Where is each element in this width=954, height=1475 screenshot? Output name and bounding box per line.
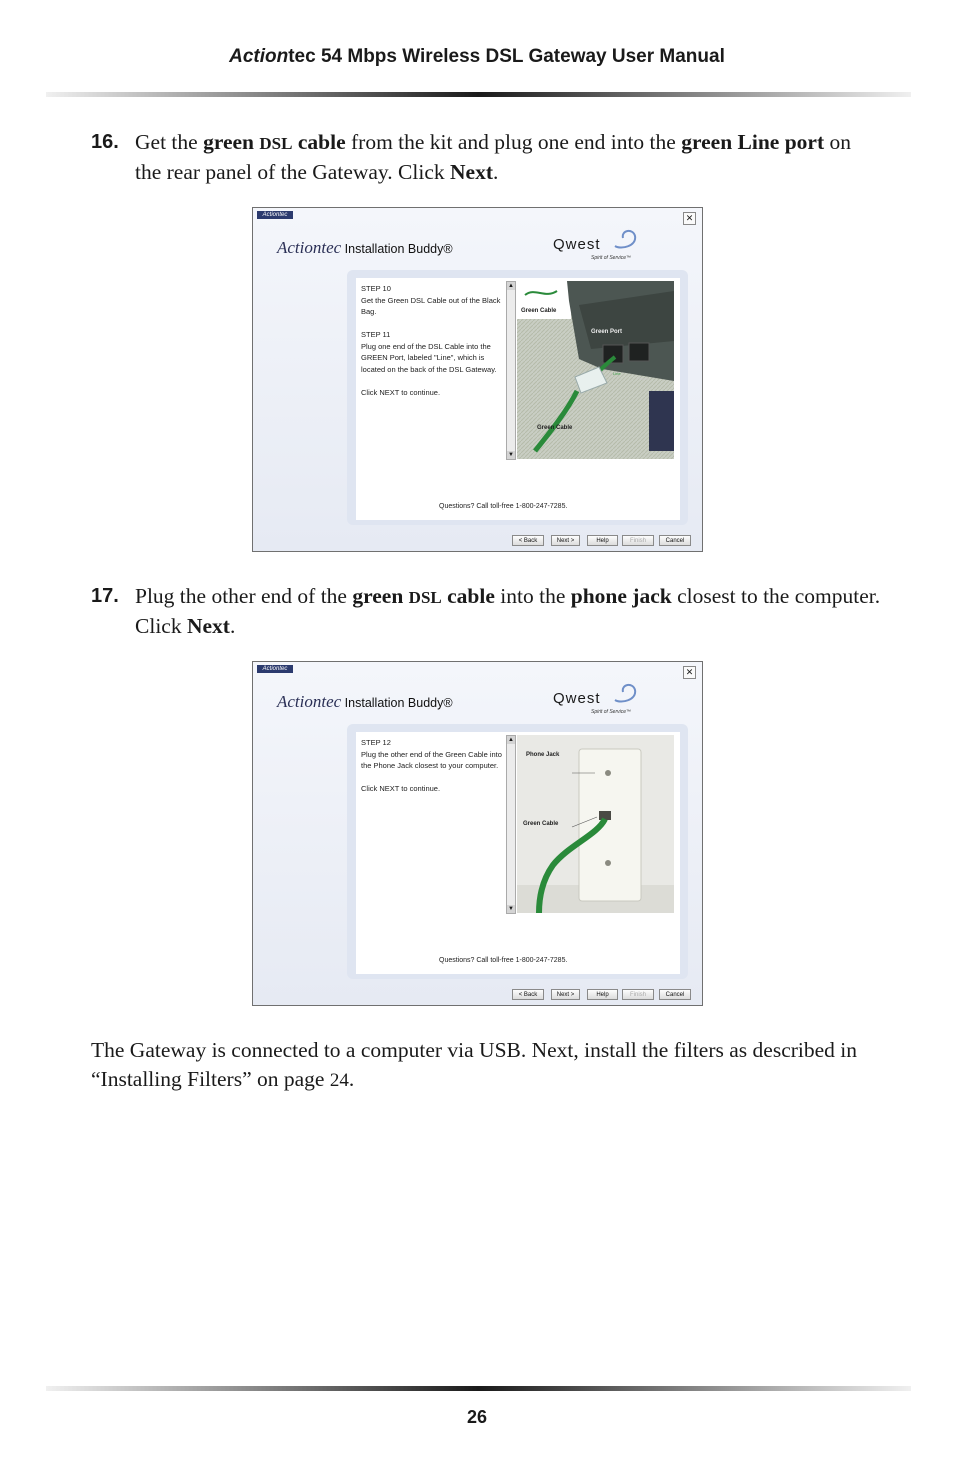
close-icon[interactable]: ✕ [683,666,696,679]
scrollbar[interactable] [506,281,516,460]
instruction-text: STEP 12 Plug the other end of the Green Cable into the Phone Jack closest to your computer. Click NEXT to continue. [361,738,502,793]
installer-screenshot-step12 [252,661,703,1006]
page-reference-link[interactable]: 24 [329,1070,349,1091]
header-title: tec 54 Mbps Wireless DSL Gateway User Manual [288,46,725,67]
qwest-swirl-icon [611,682,641,704]
page-number: 26 [466,1407,488,1427]
header-rule [46,92,911,97]
qwest-tagline: Spirit of Service™ [591,255,632,261]
port-label-phone: Phone [637,376,649,381]
step-text: Plug the other end of the green DSL cable into the phone jack closest to the computer. Click Next. [135,584,881,638]
qwest-tagline: Spirit of Service™ [591,709,632,715]
header-brand: Action [229,46,289,67]
cancel-button[interactable]: Cancel [659,535,691,546]
help-button[interactable]: Help [587,989,618,1000]
scroll-down-icon[interactable]: ▼ [508,452,514,458]
footer-rule [46,1386,911,1391]
step-number: 17. [91,585,119,607]
support-phone-text: Questions? Call toll-free 1-800-247-7285. [439,957,568,964]
cancel-button[interactable]: Cancel [659,989,691,1000]
installer-screenshot-step10 [252,207,703,552]
step-16 [91,128,881,187]
installer-brand: Actiontec Installation Buddy® [277,692,453,711]
photo-label-green-cable: Green Cable [523,821,559,827]
photo-label-green-cable-top: Green Cable [521,308,557,314]
titlebar-logo: Actiontec [257,211,293,219]
installer-brand: Actiontec Installation Buddy® [277,238,453,257]
scroll-up-icon[interactable]: ▲ [508,737,514,743]
help-button[interactable]: Help [587,535,618,546]
next-button[interactable]: Next > [551,989,580,1000]
back-button[interactable]: < Back [512,989,544,1000]
step-text: Get the green DSL cable from the kit and plug one end into the green Line port on the rear panel of the Gateway. Click Next. [135,130,851,184]
photo-label-green-cable-bottom: Green Cable [537,425,573,431]
titlebar-logo: Actiontec [257,665,293,673]
finish-button[interactable]: Finish [622,535,654,546]
instruction-text: STEP 10 Get the Green DSL Cable out of the Black Bag. STEP 11 Plug one end of the DSL Cable into the GREEN Port, labeled "Line", which is located on the back of the DSL Gateway. Click NEXT to continue. [361,284,501,397]
closing-paragraph: The Gateway is connected to a computer via USB. Next, install the filters as described in “Installing Filters” on page 24. [91,1038,858,1091]
qwest-logo: Qwest [553,690,601,707]
step-17 [91,582,881,641]
running-header [0,46,954,68]
scroll-up-icon[interactable]: ▲ [508,283,514,289]
scrollbar[interactable] [506,735,516,914]
qwest-logo: Qwest [553,236,601,253]
next-button[interactable]: Next > [551,535,580,546]
support-phone-text: Questions? Call toll-free 1-800-247-7285. [439,503,568,510]
photo-label-phone-jack: Phone Jack [526,752,560,758]
step-number: 16. [91,131,119,153]
finish-button[interactable]: Finish [622,989,654,1000]
qwest-swirl-icon [611,228,641,250]
back-button[interactable]: < Back [512,535,544,546]
scroll-down-icon[interactable]: ▼ [508,906,514,912]
close-icon[interactable]: ✕ [683,212,696,225]
port-label-line: Line [613,371,621,376]
photo-label-green-port: Green Port [591,329,623,335]
